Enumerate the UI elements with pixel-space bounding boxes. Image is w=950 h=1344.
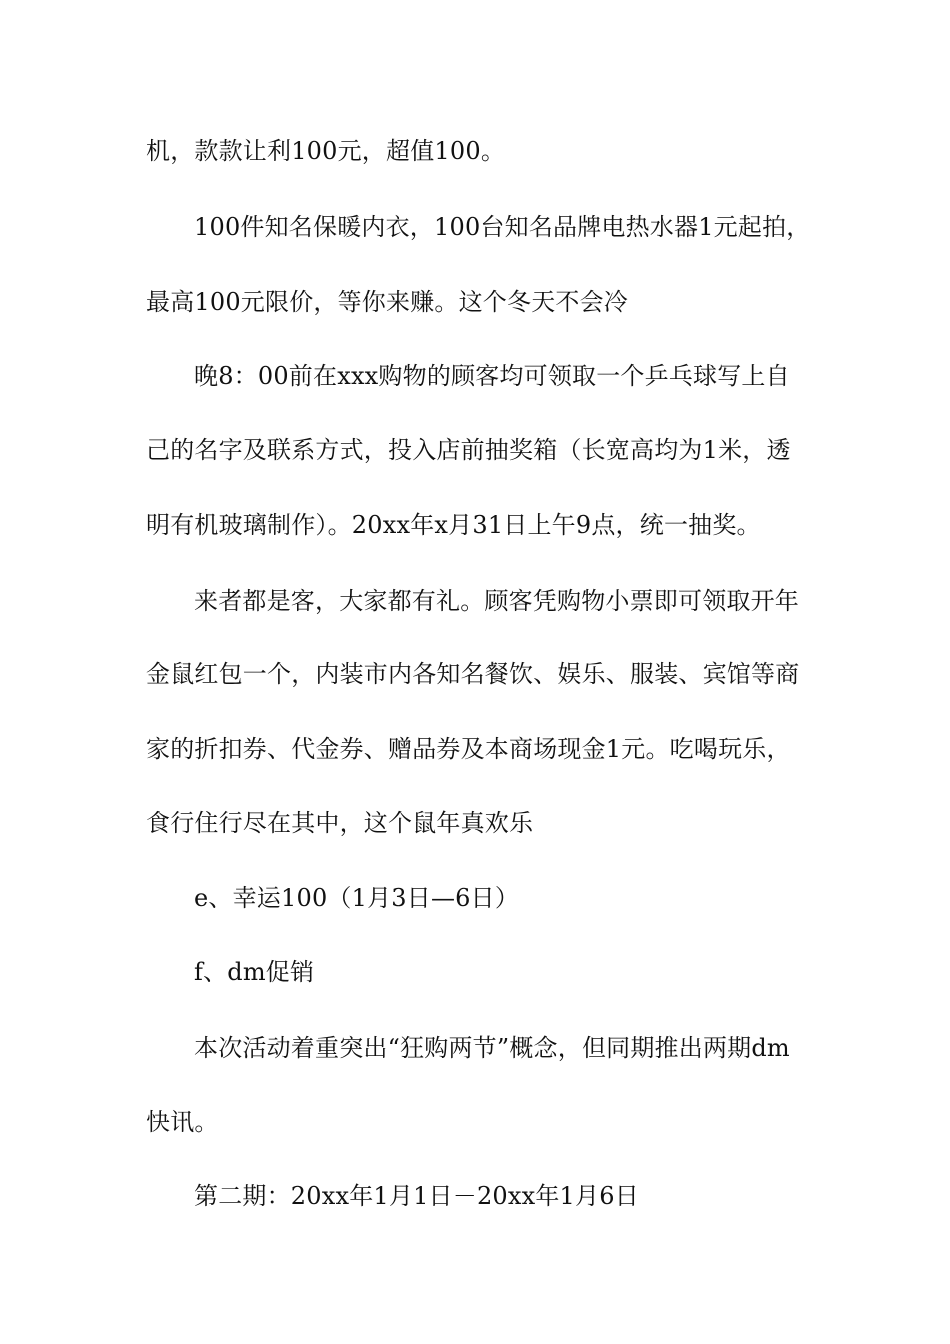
text-line: 家的折扣券、代金券、赠品券及本商场现金1元。吃喝玩乐， [146,735,791,763]
text-line: 快讯。 [146,1108,219,1136]
text-line: 己的名字及联系方式，投入店前抽奖箱（长宽高均为1米，透 [146,436,791,464]
text-line: 食行住行尽在其中，这个鼠年真欢乐 [146,809,534,837]
text-line: e、幸运100（1月3日—6日） [194,884,520,912]
text-line: 最高100元限价，等你来赚。这个冬天不会冷 [146,288,629,316]
text-line: 来者都是客，大家都有礼。顾客凭购物小票即可领取开年 [194,587,799,615]
text-line: 明有机玻璃制作）。20xx年x月31日上午9点，统一抽奖。 [146,511,761,539]
text-line: 100件知名保暖内衣，100台知名品牌电热水器1元起拍， [194,213,811,241]
text-line: f、dm促销 [194,958,315,986]
text-line: 晚8：00前在xxx购物的顾客均可领取一个乒乓球写上自 [194,362,790,390]
text-line: 本次活动着重突出“狂购两节”概念，但同期推出两期dm [194,1034,790,1062]
text-line: 第二期：20xx年1月1日－20xx年1月6日 [194,1182,639,1210]
text-line: 机，款款让利100元，超值100。 [146,137,506,165]
text-line: 金鼠红包一个，内装市内各知名餐饮、娱乐、服装、宾馆等商 [146,660,800,688]
